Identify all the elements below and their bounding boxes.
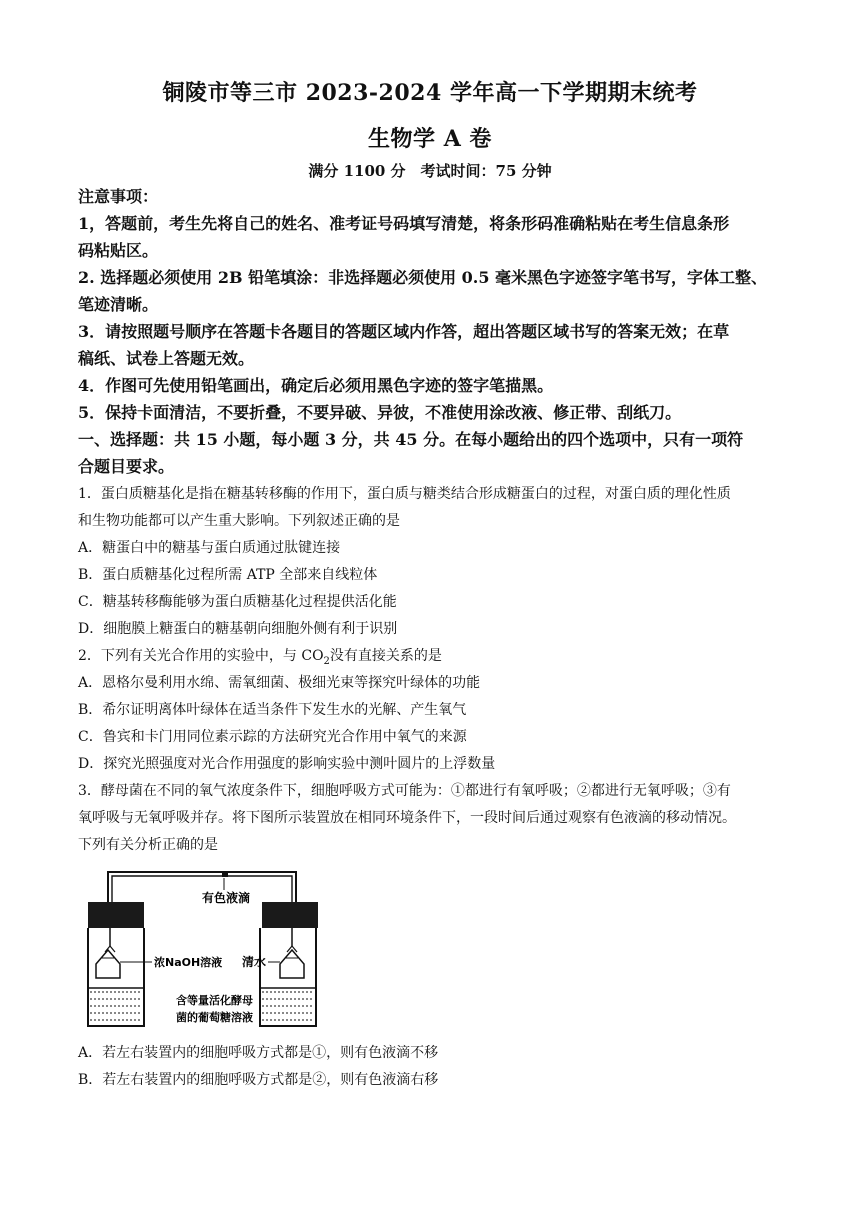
label-solution-b: 菌的葡萄糖溶液 bbox=[176, 1011, 253, 1024]
section-heading-a: 一、选择题：共 15 小题，每小题 3 分，共 45 分。在每小题给出的四个选项中，只有一项符 bbox=[78, 430, 744, 449]
notice-item-3b: 稿纸、试卷上答题无效。 bbox=[78, 349, 255, 368]
q1-option-a: A．糖蛋白中的糖基与蛋白质通过肽键连接 bbox=[78, 540, 341, 556]
left-cup bbox=[96, 950, 120, 978]
left-stopper bbox=[88, 902, 144, 928]
right-cup bbox=[280, 950, 304, 978]
notice-item-3a: 3．请按照题号顺序在答题卡各题目的答题区域内作答，超出答题区域书写的答案无效；在草 bbox=[78, 322, 730, 341]
left-liquid bbox=[90, 992, 142, 1020]
q2-stem-pre: 2．下列有关光合作用的实验中，与 CO bbox=[78, 648, 324, 664]
right-liquid bbox=[262, 992, 314, 1020]
label-water: 清水 bbox=[242, 955, 267, 969]
q1-option-b: B．蛋白质糖基化过程所需 ATP 全部来自线粒体 bbox=[78, 567, 378, 583]
q2-option-c: C．鲁宾和卡门用同位素示踪的方法研究光合作用中氧气的来源 bbox=[78, 729, 467, 745]
q3-stem-a: 3．酵母菌在不同的氧气浓度条件下，细胞呼吸方式可能为：①都进行有氧呼吸；②都进行无氧呼吸；③有 bbox=[78, 783, 731, 799]
notice-item-2a: 2. 选择题必须使用 2B 铅笔填涂：非选择题必须使用 0.5 毫米黑色字迹签字笔书写，字体工整、 bbox=[78, 268, 768, 287]
q3-option-a: A．若左右装置内的细胞呼吸方式都是①，则有色液滴不移 bbox=[78, 1045, 439, 1061]
notice-item-1a: 1，答题前，考生先将自己的姓名、准考证号码填写清楚，将条形码准确粘贴在考生信息条形 bbox=[78, 214, 730, 233]
q2-stem-post: 没有直接关系的是 bbox=[329, 648, 442, 664]
q2-option-a: A．恩格尔曼利用水绵、需氧细菌、极细光束等探究叶绿体的功能 bbox=[78, 675, 481, 691]
exam-title: 铜陵市等三市 2023-2024 学年高一下学期期末统考 bbox=[162, 80, 698, 106]
exam-score-time: 满分 1100 分 考试时间：75 分钟 bbox=[308, 162, 552, 180]
exam-subject: 生物学 A 卷 bbox=[368, 126, 492, 152]
q2-stem-sub: 2 bbox=[323, 655, 330, 667]
colored-droplet bbox=[222, 871, 228, 877]
q1-option-c: C．糖基转移酶能够为蛋白质糖基化过程提供活化能 bbox=[78, 594, 397, 610]
label-naoh: 浓NaOH溶液 bbox=[154, 956, 223, 969]
right-stopper bbox=[262, 902, 318, 928]
label-droplet: 有色液滴 bbox=[202, 891, 251, 905]
apparatus-figure bbox=[78, 866, 318, 1032]
q3-stem-c: 下列有关分析正确的是 bbox=[78, 837, 218, 853]
section-heading-b: 合题目要求。 bbox=[78, 457, 175, 476]
notice-item-5: 5．保持卡面清洁，不要折叠，不要异破、异彼，不准使用涂改液、修正带、刮纸刀。 bbox=[78, 403, 682, 422]
q3-stem-b: 氧呼吸与无氧呼吸并存。将下图所示装置放在相同环境条件下，一段时间后通过观察有色液滴的移动情况。 bbox=[78, 810, 736, 826]
q2-option-d: D．探究光照强度对光合作用强度的影响实验中测叶圆片的上浮数量 bbox=[78, 756, 496, 772]
q2-option-b: B．希尔证明离体叶绿体在适当条件下发生水的光解、产生氧气 bbox=[78, 702, 467, 718]
right-container bbox=[260, 928, 316, 1026]
q1-option-d: D．细胞膜上糖蛋白的糖基朝向细胞外侧有利于识别 bbox=[78, 621, 398, 637]
notice-heading: 注意事项： bbox=[78, 187, 159, 206]
notice-item-1b: 码粘贴区。 bbox=[78, 241, 159, 260]
notice-item-2b: 笔迹清晰。 bbox=[78, 295, 159, 314]
q3-option-b: B．若左右装置内的细胞呼吸方式都是②，则有色液滴右移 bbox=[78, 1072, 439, 1088]
label-solution-a: 含等量活化酵母 bbox=[176, 994, 253, 1007]
q1-stem-a: 1．蛋白质糖基化是指在糖基转移酶的作用下，蛋白质与糖类结合形成糖蛋白的过程，对蛋白质的理化性质 bbox=[78, 486, 731, 502]
q1-stem-b: 和生物功能都可以产生重大影响。下列叙述正确的是 bbox=[78, 513, 400, 529]
notice-item-4: 4．作图可先使用铅笔画出，确定后必须用黑色字迹的签字笔描黑。 bbox=[78, 376, 554, 395]
